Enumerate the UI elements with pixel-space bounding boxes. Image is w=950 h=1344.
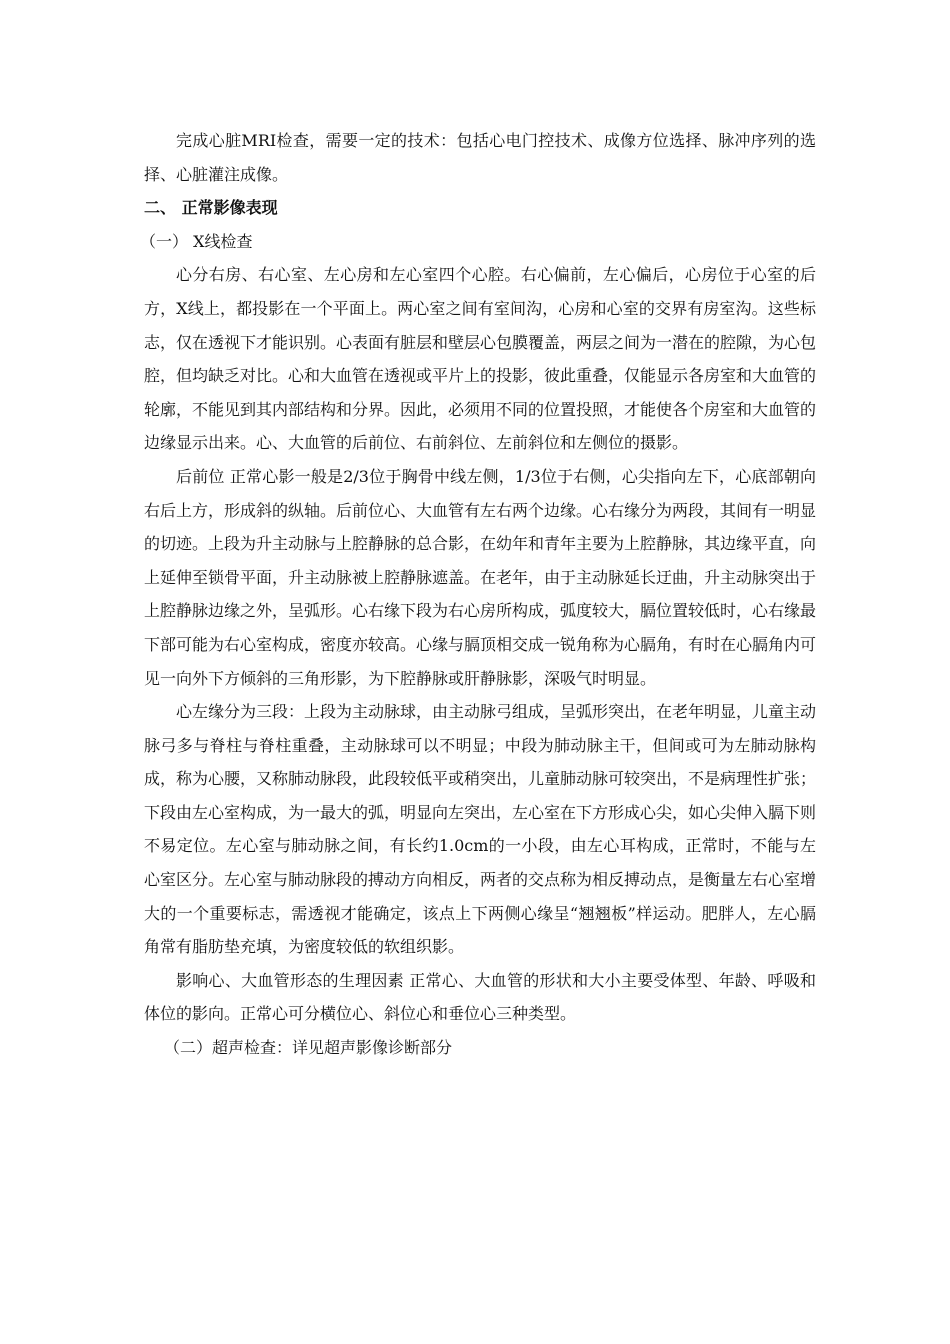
paragraph-heart-chambers: 心分右房、右心室、左心房和左心室四个心腔。右心偏前，左心偏后，心房位于心室的后方，X线上，都投影在一个平面上。两心室之间有室间沟，心房和心室的交界有房室沟。这些标志，仅在透视下才能识别。心表面有脏层和壁层心包膜覆盖，两层之间为一潜在的腔隙，为心包腔，但均缺乏对比。心和大血管在透视或平片上的投影，彼此重叠，仅能显示各房室和大血管的轮廓，不能见到其内部结构和分界。因此，必须用不同的位置投照，才能使各个房室和大血管的边缘显示出来。心、大血管的后前位、右前斜位、左前斜位和左侧位的摄影。: [144, 265, 817, 453]
paragraph-left-heart-border: 心左缘分为三段：上段为主动脉球，由主动脉弓组成，呈弧形突出，在老年明显，儿童主动脉弓多与脊柱与脊柱重叠，主动脉球可以不明显；中段为肺动脉主干，但间或可为左肺动脉构成，称为心腰，又称肺动脉段，此段较低平或稍突出，儿童肺动脉可较突出，不是病理性扩张；下段由左心室构成，为一最大的弧，明显向左突出，左心室在下方形成心尖，如心尖伸入膈下则不易定位。左心室与肺动脉之间，有长约1.0cm的一小段，由左心耳构成，正常时，不能与左心室区分。左心室与肺动脉段的搏动方向相反，两者的交点称为相反搏动点，是衡量左右心室增大的一个重要标志，需透视才能确定，该点上下两侧心缘呈“翘翘板”样运动。肥胖人，左心膈角常有脂肪垫充填，为密度较低的软组织影。: [144, 702, 817, 957]
subheading-xray-exam: （一） X线检查: [140, 231, 253, 251]
paragraph-physiological-factors: 影响心、大血管形态的生理因素 正常心、大血管的形状和大小主要受体型、年龄、呼吸和体位的影向。正常心可分横位心、斜位心和垂位心三种类型。: [144, 970, 816, 1024]
subheading-ultrasound-exam: （二）超声检查：详见超声影像诊断部分: [164, 1038, 453, 1058]
paragraph-mri-intro: 完成心脏MRI检查，需要一定的技术：包括心电门控技术、成像方位选择、脉冲序列的选择、心脏灌注成像。: [144, 131, 816, 184]
paragraph-posteroanterior-view: 后前位 正常心影一般是2/3位于胸骨中线左侧，1/3位于右侧，心尖指向左下，心底部朝向右后上方，形成斜的纵轴。后前位心、大血管有左右两个边缘。心右缘分为两段，其间有一明显的切迹。上段为升主动脉与上腔静脉的总合影，在幼年和青年主要为上腔静脉，其边缘平直，向上延伸至锁骨平面，升主动脉被上腔静脉遮盖。在老年，由于主动脉延长迂曲，升主动脉突出于上腔静脉边缘之外，呈弧形。心右缘下段为右心房所构成，弧度较大，膈位置较低时，心右缘最下部可能为右心室构成，密度亦较高。心缘与膈顶相交成一锐角称为心膈角，有时在心膈角内可见一向外下方倾斜的三角形影，为下腔静脉或肝静脉影，深吸气时明显。: [144, 466, 817, 688]
document-body: [140, 124, 817, 1065]
section-heading-normal-imaging: 二、 正常影像表现: [144, 198, 278, 218]
